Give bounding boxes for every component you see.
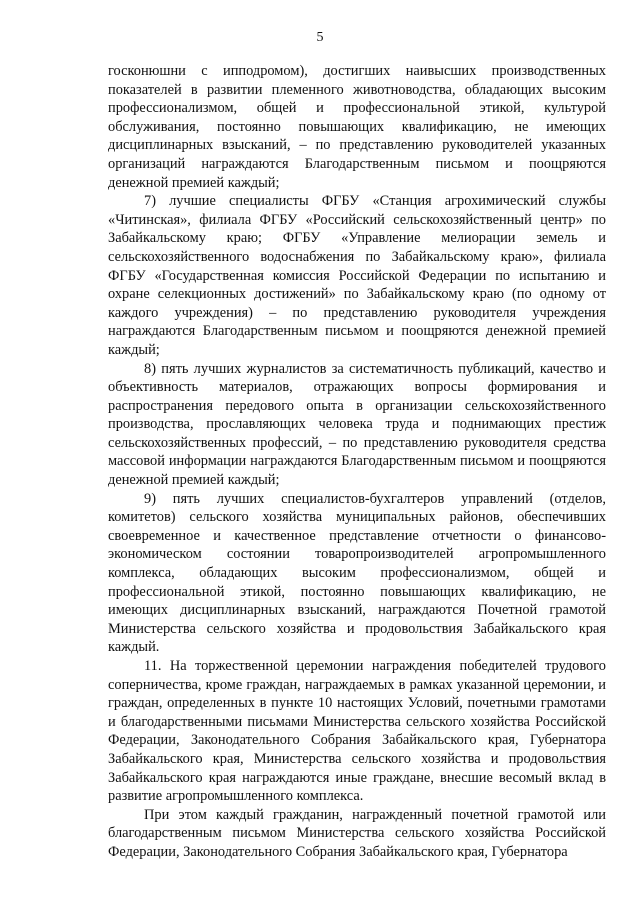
paragraph-item-8: 8) пять лучших журналистов за систематичность публикаций, качество и объективность материалов, отражающих вопросы формирования и распространения передового опыта в организации сельскохозяйственного производства, прославляющих человека труда и поднимающих престиж сельскохозяйственных профессий, – по представлению руководителя средства массовой информации награждаются Благодарственным письмом и поощряются денежной премией каждый;	[108, 360, 606, 489]
paragraph-item-9: 9) пять лучших специалистов-бухгалтеров управлений (отделов, комитетов) сельского хозяйства муниципальных районов, обеспечивших своевременное и качественное представление отчетности о финансово-экономическом состоянии товаропроизводителей агропромышленного комплекса, обладающих высоким профессионализмом, общей и профессиональной этикой, постоянно повышающих квалификацию, не имеющих дисциплинарных взысканий, награждаются Почетной грамотой Министерства сельского хозяйства и продовольствия Забайкальского края каждый.	[108, 490, 606, 656]
document-body	[108, 62, 606, 862]
paragraph-clause-11: 11. На торжественной церемонии награждения победителей трудового соперничества, кроме граждан, награждаемых в рамках указанной церемонии, и граждан, определенных в пункте 10 настоящих Условий, почетными грамотами и благодарственными письмами Министерства сельского хозяйства Российской Федерации, Законодательного Собрания Забайкальского края, Губернатора Забайкальского края, Министерства сельского хозяйства и продовольствия Забайкальского края награждаются иные граждане, внесшие весомый вклад в развитие агропромышленного комплекса.	[108, 658, 606, 805]
page-number: 5	[316, 30, 324, 45]
paragraph-note: При этом каждый гражданин, награжденный почетной грамотой или благодарственным письмом Министерства сельского хозяйства Российской Федерации, Законодательного Собрания Забайкальского края, Губернатора	[108, 806, 606, 860]
paragraph-item-7: 7) лучшие специалисты ФГБУ «Станция агрохимический службы «Читинская», филиала ФГБУ «Российский сельскохозяйственный центр» по Забайкальскому краю; ФГБУ «Управление мелиорации земель и сельскохозяйственного водоснабжения по Забайкальскому краю», филиала ФГБУ «Государственная комиссия Российской Федерации по испытанию и охране селекционных достижений» по Забайкальскому краю (по одному от каждого учреждения) – по представлению руководителя учреждения награждаются Благодарственным письмом и поощряются денежной премией каждый;	[108, 193, 606, 358]
paragraph-continuation: госконюшни с ипподромом), достигших наивысших производственных показателей в развитии племенного животноводства, обладающих высоким профессионализмом, общей и профессиональной этикой, культурой обслуживания, постоянно повышающих квалификацию, не имеющих дисциплинарных взысканий, – по представлению руководителей указанных организаций награждаются Благодарственным письмом и поощряются денежной премией каждый;	[108, 63, 606, 191]
